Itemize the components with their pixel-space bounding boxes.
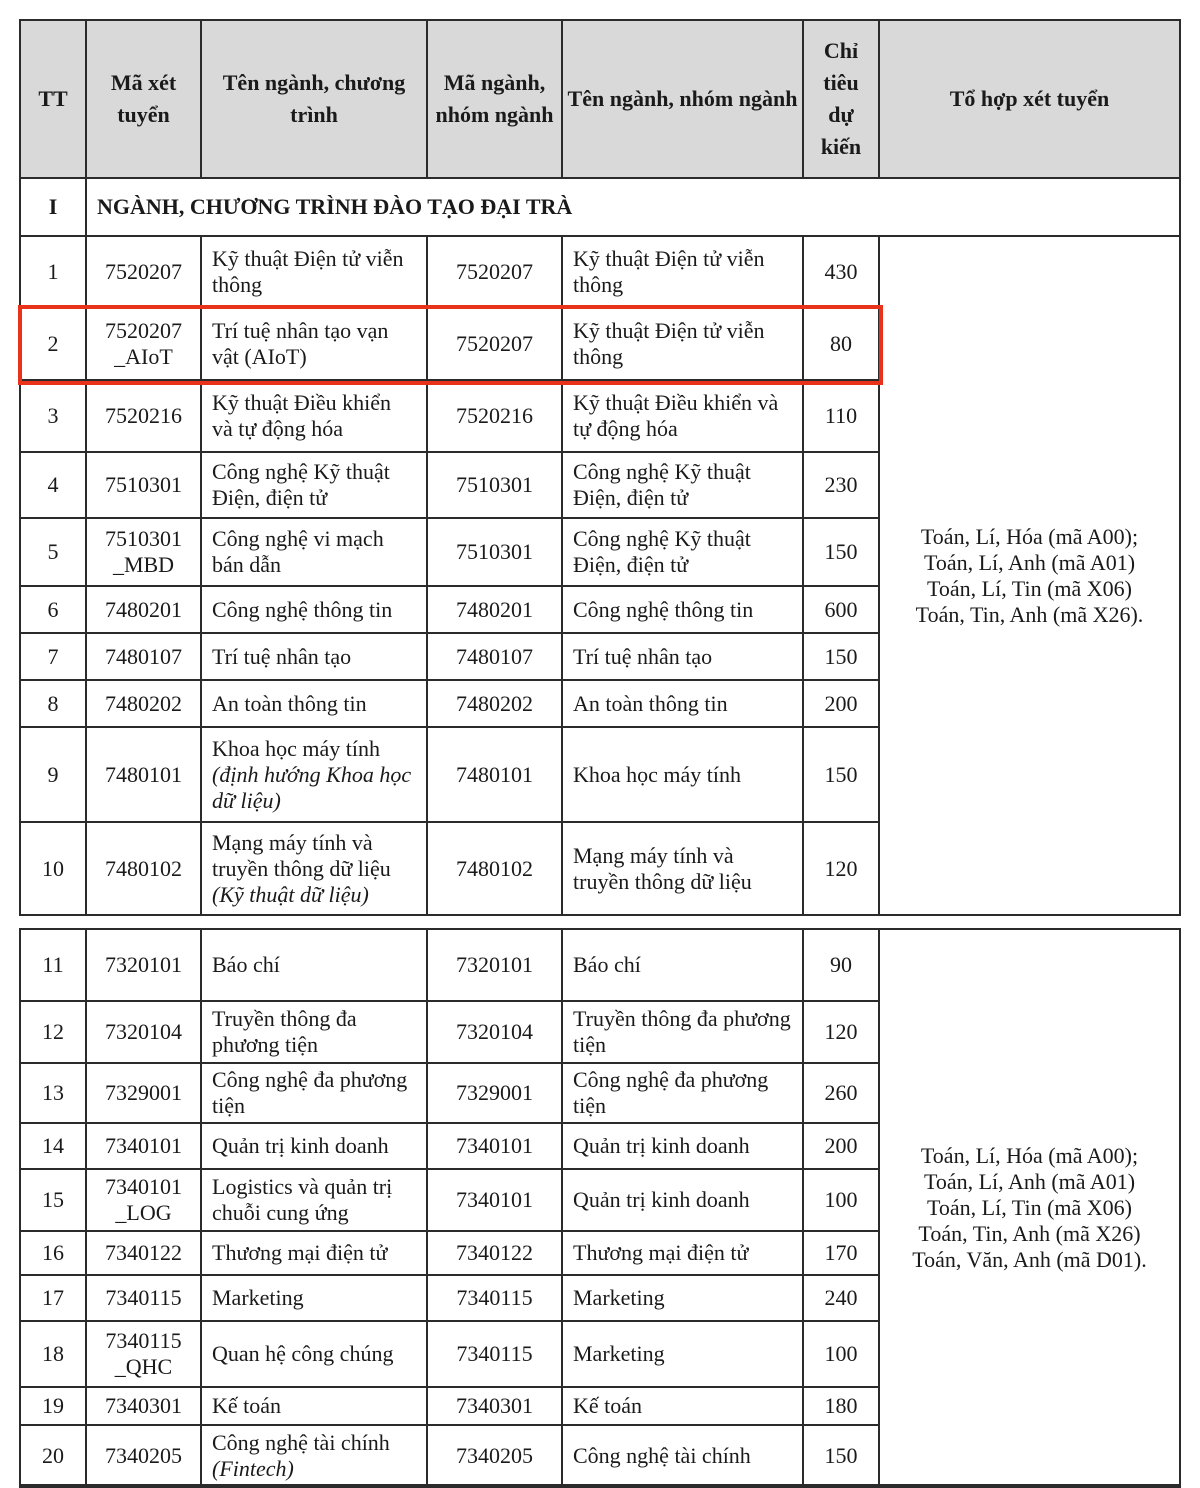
cell-chi-tieu: 100	[803, 1321, 879, 1387]
program-name: Kế toán	[212, 1393, 282, 1418]
cell-tt: 13	[20, 1063, 86, 1123]
cell-tt: 2	[20, 308, 86, 380]
cell-ma-xet-tuyen: 7320101	[86, 929, 201, 1001]
cell-ma-nganh: 7480107	[427, 633, 562, 680]
cell-ten-nhom-nganh: Trí tuệ nhân tạo	[562, 633, 803, 680]
cell-chi-tieu: 120	[803, 822, 879, 915]
program-name: Công nghệ tài chính	[212, 1430, 390, 1455]
cell-ma-nganh: 7510301	[427, 452, 562, 518]
cell-chi-tieu: 260	[803, 1063, 879, 1123]
cell-ma-xet-tuyen: 7340101	[86, 1123, 201, 1169]
header-ten-nganh-nhom: Tên ngành, nhóm ngành	[562, 20, 803, 178]
cell-ten-nhom-nganh: Khoa học máy tính	[562, 727, 803, 822]
cell-tt: 11	[20, 929, 86, 1001]
combination-line: Toán, Lí, Hóa (mã A00);	[920, 523, 1139, 549]
cell-ten-nganh	[201, 1387, 427, 1425]
cell-ma-nganh: 7480101	[427, 727, 562, 822]
cell-ten-nganh	[201, 1063, 427, 1123]
admission-table-part2	[19, 928, 1181, 1488]
cell-tt: 15	[20, 1169, 86, 1231]
program-name: Khoa học máy tính	[212, 735, 381, 761]
cell-chi-tieu: 180	[803, 1387, 879, 1425]
program-name: Công nghệ đa phương tiện	[212, 1067, 408, 1118]
cell-ten-nganh	[201, 1275, 427, 1321]
cell-ma-xet-tuyen: 7480202	[86, 680, 201, 727]
cell-ma-nganh: 7520207	[427, 308, 562, 380]
cell-tt: 9	[20, 727, 86, 822]
cell-chi-tieu: 100	[803, 1169, 879, 1231]
cell-ma-xet-tuyen: 7520207	[86, 236, 201, 308]
combination-line: Toán, Tin, Anh (mã X26).	[915, 601, 1144, 627]
cell-ma-xet-tuyen: 7520207 _AIoT	[86, 308, 201, 380]
cell-ten-nhom-nganh: Công nghệ tài chính	[562, 1425, 803, 1487]
header-ten-nganh-chuong-trinh: Tên ngành, chương trình	[201, 20, 427, 178]
cell-tt: 3	[20, 380, 86, 452]
cell-ten-nhom-nganh: Truyền thông đa phương tiện	[562, 1001, 803, 1063]
program-name: Marketing	[212, 1285, 304, 1310]
cell-ma-nganh: 7320104	[427, 1001, 562, 1063]
cell-ma-nganh: 7340301	[427, 1387, 562, 1425]
combination-line: Toán, Tin, Anh (mã X26)	[918, 1221, 1141, 1246]
cell-ten-nhom-nganh: Kỹ thuật Điện tử viễn thông	[562, 308, 803, 380]
cell-chi-tieu: 150	[803, 518, 879, 586]
combination-line: Toán, Lí, Tin (mã X06)	[926, 575, 1132, 601]
cell-ten-nhom-nganh: Marketing	[562, 1321, 803, 1387]
cell-to-hop-xet-tuyen	[879, 929, 1180, 1487]
cell-chi-tieu: 150	[803, 727, 879, 822]
cell-ma-nganh: 7480102	[427, 822, 562, 915]
cell-ten-nganh	[201, 586, 427, 633]
cell-ma-xet-tuyen: 7480201	[86, 586, 201, 633]
cell-chi-tieu: 80	[803, 308, 879, 380]
program-name: Logistics và quản trị chuỗi cung ứng	[212, 1174, 393, 1225]
cell-chi-tieu: 200	[803, 680, 879, 727]
section-row	[20, 178, 1180, 236]
cell-chi-tieu: 240	[803, 1275, 879, 1321]
cell-tt: 14	[20, 1123, 86, 1169]
cell-ma-nganh: 7340205	[427, 1425, 562, 1487]
cell-ten-nganh	[201, 308, 427, 380]
cell-ten-nganh	[201, 822, 427, 915]
cell-ten-nganh	[201, 1123, 427, 1169]
combination-line: Toán, Lí, Anh (mã A01)	[923, 549, 1136, 575]
cell-ten-nganh	[201, 1425, 427, 1487]
cell-ten-nhom-nganh: Kỹ thuật Điện tử viễn thông	[562, 236, 803, 308]
cell-ten-nhom-nganh: Công nghệ Kỹ thuật Điện, điện tử	[562, 452, 803, 518]
program-name: Công nghệ Kỹ thuật Điện, điện tử	[212, 459, 390, 510]
cell-ten-nganh	[201, 452, 427, 518]
cell-ma-nganh: 7480201	[427, 586, 562, 633]
combination-line: Toán, Văn, Anh (mã D01).	[912, 1247, 1147, 1272]
program-note: (Kỹ thuật dữ liệu)	[212, 881, 369, 907]
cell-tt: 8	[20, 680, 86, 727]
cell-tt: 16	[20, 1231, 86, 1275]
cell-ten-nhom-nganh: Marketing	[562, 1275, 803, 1321]
admission-table-part1	[19, 19, 1181, 916]
cell-ten-nganh	[201, 929, 427, 1001]
cell-ten-nganh	[201, 727, 427, 822]
cell-tt: 18	[20, 1321, 86, 1387]
cell-ma-xet-tuyen: 7340101 _LOG	[86, 1169, 201, 1231]
cell-ma-nganh: 7520207	[427, 236, 562, 308]
program-name: Báo chí	[212, 952, 280, 977]
program-name: Kỹ thuật Điện tử viễn thông	[212, 246, 404, 297]
cell-ma-xet-tuyen: 7329001	[86, 1063, 201, 1123]
header-ma-xet-tuyen: Mã xét tuyển	[86, 20, 201, 178]
program-note: (Fintech)	[212, 1456, 294, 1481]
program-name: Mạng máy tính và truyền thông dữ liệu	[212, 829, 391, 881]
cell-ma-xet-tuyen: 7480101	[86, 727, 201, 822]
program-name: Thương mại điện tử	[212, 1240, 388, 1265]
section-title: NGÀNH, CHƯƠNG TRÌNH ĐÀO TẠO ĐẠI TRÀ	[86, 178, 1180, 236]
cell-ten-nganh	[201, 1169, 427, 1231]
program-name: Quản trị kinh doanh	[212, 1133, 389, 1158]
cell-ten-nhom-nganh: An toàn thông tin	[562, 680, 803, 727]
cell-ten-nhom-nganh: Kỹ thuật Điều khiển và tự động hóa	[562, 380, 803, 452]
cell-ten-nhom-nganh: Mạng máy tính và truyền thông dữ liệu	[562, 822, 803, 915]
cell-chi-tieu: 430	[803, 236, 879, 308]
cell-tt: 20	[20, 1425, 86, 1487]
program-name: Công nghệ vi mạch bán dẫn	[212, 526, 384, 577]
cell-tt: 19	[20, 1387, 86, 1425]
cell-chi-tieu: 230	[803, 452, 879, 518]
cell-ma-nganh: 7510301	[427, 518, 562, 586]
cell-ten-nganh	[201, 1231, 427, 1275]
program-name: An toàn thông tin	[212, 690, 367, 716]
cell-ma-xet-tuyen: 7320104	[86, 1001, 201, 1063]
cell-ma-nganh: 7340115	[427, 1275, 562, 1321]
table-row	[20, 929, 1180, 1001]
cell-ma-xet-tuyen: 7510301 _MBD	[86, 518, 201, 586]
cell-chi-tieu: 150	[803, 633, 879, 680]
cell-tt: 7	[20, 633, 86, 680]
cell-ten-nhom-nganh: Quản trị kinh doanh	[562, 1169, 803, 1231]
cell-tt: 5	[20, 518, 86, 586]
cell-ten-nhom-nganh: Báo chí	[562, 929, 803, 1001]
cell-ten-nganh	[201, 380, 427, 452]
cell-ma-xet-tuyen: 7480102	[86, 822, 201, 915]
combination-line: Toán, Lí, Anh (mã A01)	[923, 1169, 1136, 1194]
cell-chi-tieu: 200	[803, 1123, 879, 1169]
cell-tt: 10	[20, 822, 86, 915]
cell-tt: 4	[20, 452, 86, 518]
program-name: Quan hệ công chúng	[212, 1341, 394, 1366]
cell-ma-nganh: 7329001	[427, 1063, 562, 1123]
table-bottom-border	[19, 1484, 1181, 1486]
cell-tt: 6	[20, 586, 86, 633]
program-name: Truyền thông đa phương tiện	[212, 1006, 357, 1057]
cell-ma-nganh: 7340122	[427, 1231, 562, 1275]
cell-ma-nganh: 7520216	[427, 380, 562, 452]
header-chi-tieu: Chỉ tiêu dự kiến	[803, 20, 879, 178]
section-number: I	[20, 178, 86, 236]
cell-chi-tieu: 170	[803, 1231, 879, 1275]
cell-to-hop-xet-tuyen	[879, 236, 1180, 915]
cell-ma-xet-tuyen: 7340301	[86, 1387, 201, 1425]
cell-ma-nganh: 7340101	[427, 1123, 562, 1169]
cell-ten-nhom-nganh: Thương mại điện tử	[562, 1231, 803, 1275]
cell-ten-nhom-nganh: Quản trị kinh doanh	[562, 1123, 803, 1169]
cell-ma-xet-tuyen: 7510301	[86, 452, 201, 518]
cell-ma-xet-tuyen: 7340205	[86, 1425, 201, 1487]
combination-line: Toán, Lí, Hóa (mã A00);	[920, 1143, 1139, 1168]
cell-ten-nganh	[201, 633, 427, 680]
cell-ma-nganh: 7340115	[427, 1321, 562, 1387]
cell-chi-tieu: 120	[803, 1001, 879, 1063]
cell-ma-nganh: 7320101	[427, 929, 562, 1001]
cell-ten-nhom-nganh: Công nghệ Kỹ thuật Điện, điện tử	[562, 518, 803, 586]
cell-ma-nganh: 7340101	[427, 1169, 562, 1231]
program-note: (định hướng Khoa học dữ liệu)	[212, 761, 412, 813]
combination-line: Toán, Lí, Tin (mã X06)	[926, 1195, 1132, 1220]
cell-ten-nhom-nganh: Kế toán	[562, 1387, 803, 1425]
cell-ma-xet-tuyen: 7340122	[86, 1231, 201, 1275]
cell-ten-nhom-nganh: Công nghệ thông tin	[562, 586, 803, 633]
cell-tt: 1	[20, 236, 86, 308]
cell-ten-nganh	[201, 1321, 427, 1387]
header-to-hop: Tổ hợp xét tuyển	[879, 20, 1180, 178]
program-name: Kỹ thuật Điều khiển và tự động hóa	[212, 390, 392, 441]
program-name: Trí tuệ nhân tạo vạn vật (AIoT)	[212, 318, 389, 369]
cell-ten-nganh	[201, 1001, 427, 1063]
cell-chi-tieu: 150	[803, 1425, 879, 1487]
cell-ma-xet-tuyen: 7340115 _QHC	[86, 1321, 201, 1387]
cell-ten-nganh	[201, 680, 427, 727]
table-row	[20, 236, 1180, 308]
header-tt: TT	[20, 20, 86, 178]
program-name: Công nghệ thông tin	[212, 596, 393, 622]
cell-ten-nganh	[201, 236, 427, 308]
program-name: Trí tuệ nhân tạo	[212, 643, 352, 669]
cell-chi-tieu: 600	[803, 586, 879, 633]
cell-chi-tieu: 110	[803, 380, 879, 452]
header-row	[20, 20, 1180, 178]
header-ma-nganh-nhom: Mã ngành, nhóm ngành	[427, 20, 562, 178]
cell-ma-xet-tuyen: 7340115	[86, 1275, 201, 1321]
cell-chi-tieu: 90	[803, 929, 879, 1001]
cell-ma-xet-tuyen: 7480107	[86, 633, 201, 680]
cell-tt: 12	[20, 1001, 86, 1063]
cell-ten-nganh	[201, 518, 427, 586]
cell-ten-nhom-nganh: Công nghệ đa phương tiện	[562, 1063, 803, 1123]
cell-ma-nganh: 7480202	[427, 680, 562, 727]
cell-tt: 17	[20, 1275, 86, 1321]
cell-ma-xet-tuyen: 7520216	[86, 380, 201, 452]
